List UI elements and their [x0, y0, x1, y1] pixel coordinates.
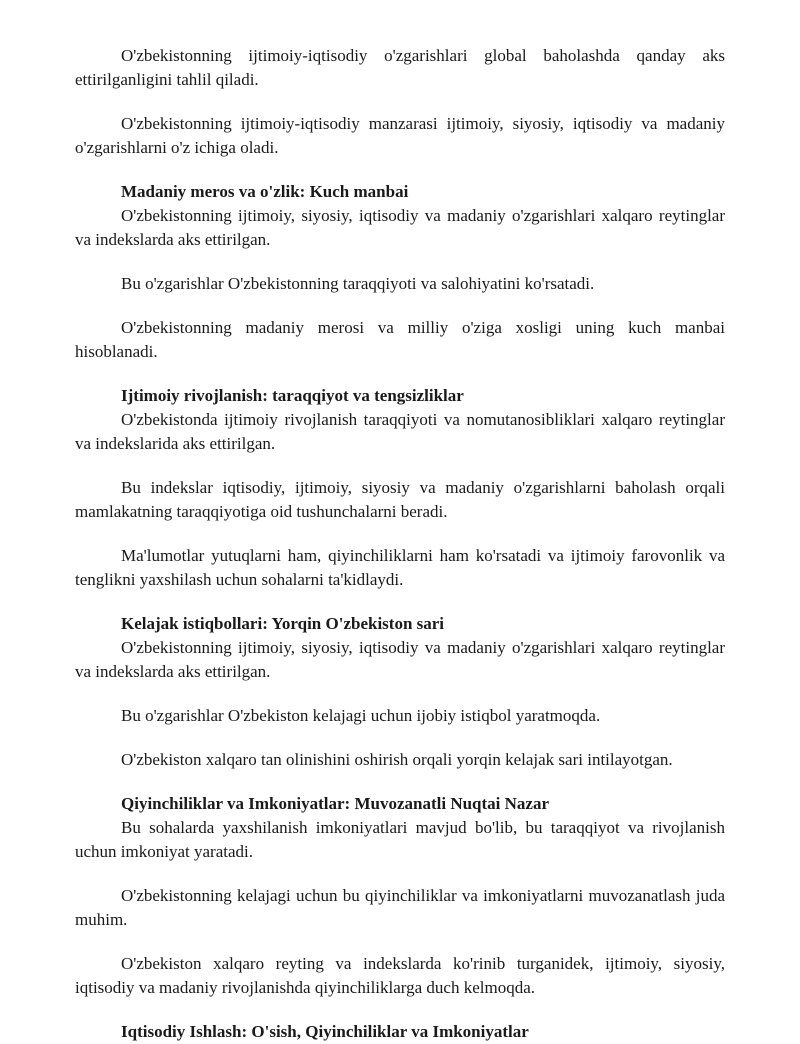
- section-4-paragraph-2: O'zbekistonning kelajagi uchun bu qiyinchiliklar va imkoniyatlarni muvozanatlash juda muhim.: [75, 886, 725, 929]
- section-heading-social-development: Ijtimoiy rivojlanish: taraqqiyot va tengsizliklar: [121, 386, 464, 405]
- section-heading-future-prospects: Kelajak istiqbollari: Yorqin O'zbekiston sari: [121, 614, 445, 633]
- document-page: [75, 44, 725, 1044]
- section-3-paragraph-3: O'zbekiston xalqaro tan olinishini oshirish orqali yorqin kelajak sari intilayotgan.: [121, 750, 673, 769]
- section-1-paragraph-1: O'zbekistonning ijtimoiy, siyosiy, iqtisodiy va madaniy o'zgarishlari xalqaro reytinglar va indekslarda aks ettirilgan.: [75, 206, 725, 249]
- section-heading-cultural-heritage: Madaniy meros va o'zlik: Kuch manbai: [121, 182, 409, 201]
- section-3-paragraph-2: Bu o'zgarishlar O'zbekiston kelajagi uchun ijobiy istiqbol yaratmoqda.: [121, 706, 601, 725]
- intro-paragraph-1: O'zbekistonning ijtimoiy-iqtisodiy o'zgarishlari global baholashda qanday aks ettirilganligini tahlil qiladi.: [75, 46, 725, 89]
- section-4-paragraph-3: O'zbekiston xalqaro reyting va indekslarda ko'rinib turganidek, ijtimoiy, siyosiy, iqtisodiy va madaniy rivojlanishda qiyinchiliklarga duch kelmoqda.: [75, 954, 725, 997]
- section-1-paragraph-3: O'zbekistonning madaniy merosi va milliy o'ziga xosligi uning kuch manbai hisoblanadi.: [75, 318, 725, 361]
- section-1-paragraph-2: Bu o'zgarishlar O'zbekistonning taraqqiyoti va salohiyatini ko'rsatadi.: [121, 274, 595, 293]
- section-4-paragraph-1: Bu sohalarda yaxshilanish imkoniyatlari mavjud bo'lib, bu taraqqiyot va rivojlanish uchun imkoniyat yaratadi.: [75, 818, 725, 861]
- section-3-paragraph-1: O'zbekistonning ijtimoiy, siyosiy, iqtisodiy va madaniy o'zgarishlari xalqaro reytinglar va indekslarda aks ettirilgan.: [75, 638, 725, 681]
- intro-paragraph-2: O'zbekistonning ijtimoiy-iqtisodiy manzarasi ijtimoiy, siyosiy, iqtisodiy va madaniy o'zgarishlarni o'z ichiga oladi.: [75, 114, 725, 157]
- section-heading-challenges-opportunities: Qiyinchiliklar va Imkoniyatlar: Muvozanatli Nuqtai Nazar: [121, 794, 550, 813]
- section-heading-economic-performance: Iqtisodiy Ishlash: O'sish, Qiyinchiliklar va Imkoniyatlar: [121, 1022, 529, 1041]
- section-2-paragraph-2: Bu indekslar iqtisodiy, ijtimoiy, siyosiy va madaniy o'zgarishlarni baholash orqali mamlakatning taraqqiyotiga oid tushunchalarni beradi.: [75, 478, 725, 521]
- section-2-paragraph-3: Ma'lumotlar yutuqlarni ham, qiyinchiliklarni ham ko'rsatadi va ijtimoiy farovonlik va tenglikni yaxshilash uchun sohalarni ta'kidlaydi.: [75, 546, 725, 589]
- section-2-paragraph-1: O'zbekistonda ijtimoiy rivojlanish taraqqiyoti va nomutanosibliklari xalqaro reytinglar va indekslarida aks ettirilgan.: [75, 410, 725, 453]
